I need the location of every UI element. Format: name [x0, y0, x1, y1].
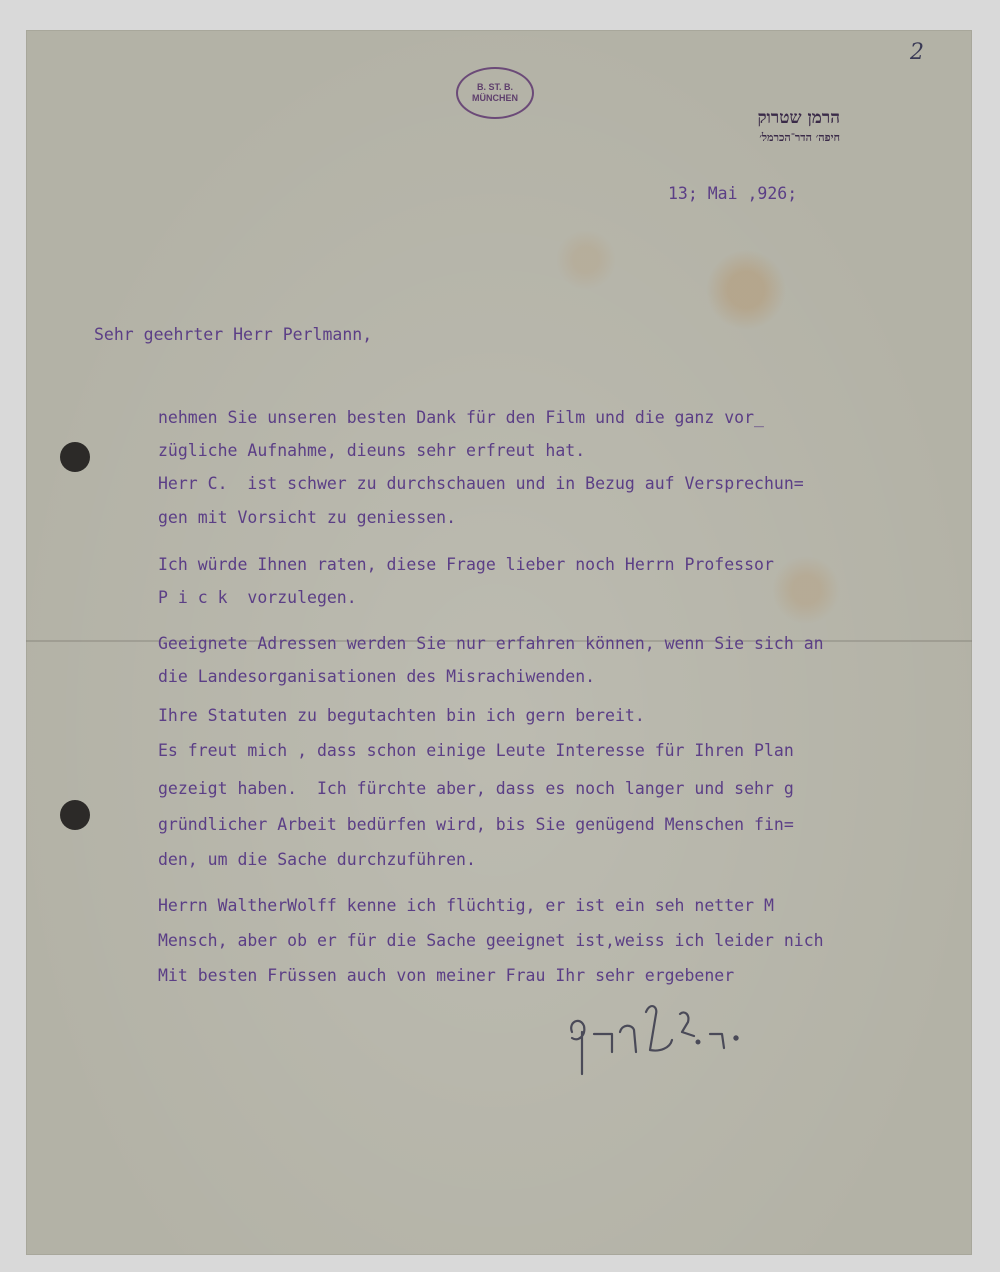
- body-line: Mensch, aber ob er für die Sache geeignet ist,weiss ich leider nich: [158, 931, 824, 950]
- body-line: Mit besten Früssen auch von meiner Frau Ihr sehr ergebener: [158, 966, 735, 985]
- handwritten-signature: [560, 992, 760, 1082]
- punch-hole-top: [60, 442, 90, 472]
- stamp-line-2: MÜNCHEN: [472, 93, 518, 103]
- body-line: gen mit Vorsicht zu geniessen.: [158, 508, 457, 527]
- page-number: 2: [910, 40, 924, 65]
- punch-hole-bottom: [60, 800, 90, 830]
- body-line: Herr C. ist schwer zu durchschauen und in Bezug auf Versprechun=: [158, 474, 804, 493]
- body-line: Ich würde Ihnen raten, diese Frage lieber noch Herrn Professor: [158, 555, 774, 574]
- body-line: nehmen Sie unseren besten Dank für den Film und die ganz vor_: [158, 408, 764, 427]
- letterhead-address: חיפה׳ הדר־הכרמל׳: [759, 131, 840, 144]
- letterhead: [640, 108, 840, 144]
- library-stamp: [456, 67, 534, 119]
- body-line: P i c k vorzulegen.: [158, 588, 357, 607]
- letterhead-name: הרמן שטרוק: [757, 108, 840, 128]
- body-line: zügliche Aufnahme, dieuns sehr erfreut hat.: [158, 441, 586, 460]
- body-line: Es freut mich , dass schon einige Leute Interesse für Ihren Plan: [158, 741, 794, 760]
- body-line: Geeignete Adressen werden Sie nur erfahren können, wenn Sie sich an: [158, 634, 824, 653]
- body-line: den, um die Sache durchzuführen.: [158, 850, 476, 869]
- body-line: Ihre Statuten zu begutachten bin ich gern bereit.: [158, 706, 645, 725]
- stamp-line-1: B. ST. B.: [476, 82, 513, 92]
- body-line: die Landesorganisationen des Misrachiwenden.: [158, 667, 596, 686]
- body-line: gründlicher Arbeit bedürfen wird, bis Sie genügend Menschen fin=: [158, 815, 794, 834]
- body-line: gezeigt haben. Ich fürchte aber, dass es noch langer und sehr g: [158, 779, 794, 798]
- letter-date: 13; Mai ,926;: [668, 184, 798, 203]
- salutation: Sehr geehrter Herr Perlmann,: [94, 325, 373, 344]
- body-line: Herrn WaltherWolff kenne ich flüchtig, er ist ein seh netter M: [158, 896, 774, 915]
